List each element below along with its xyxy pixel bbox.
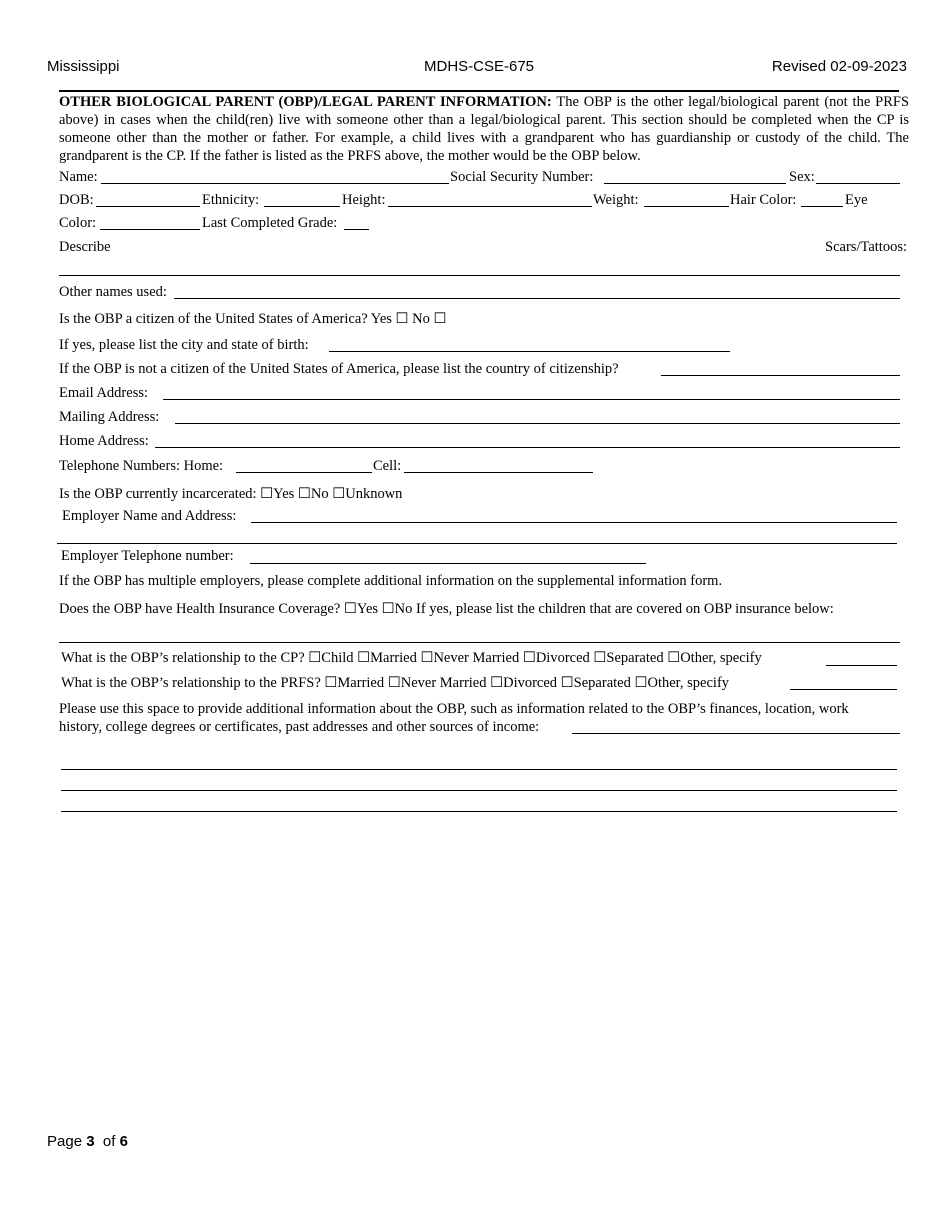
additional-info-text-line2: history, college degrees or certificates, past addresses and other sources of income: bbox=[59, 719, 540, 735]
other-names-label: Other names used: bbox=[59, 284, 167, 300]
cell-phone-label: Cell: bbox=[373, 458, 402, 474]
dob-field[interactable] bbox=[96, 206, 200, 207]
page-word: Page bbox=[47, 1133, 83, 1150]
email-label: Email Address: bbox=[59, 385, 149, 401]
ethnicity-label: Ethnicity: bbox=[202, 192, 260, 208]
section-intro bbox=[59, 93, 909, 165]
height-field[interactable] bbox=[388, 206, 592, 207]
additional-info-field-3[interactable] bbox=[61, 790, 897, 791]
hair-color-label: Hair Color: bbox=[730, 192, 797, 208]
section-title: OTHER BIOLOGICAL PARENT (OBP)/LEGAL PARENT INFORMATION: bbox=[59, 94, 552, 110]
header-revised: Revised 02-09-2023 bbox=[771, 58, 907, 75]
home-phone-label: Telephone Numbers: Home: bbox=[59, 458, 224, 474]
sex-field[interactable] bbox=[816, 183, 900, 184]
employer-name-field[interactable] bbox=[251, 522, 897, 523]
employer-phone-field[interactable] bbox=[250, 563, 646, 564]
additional-info-field-4[interactable] bbox=[61, 811, 897, 812]
country-citizenship-field[interactable] bbox=[661, 375, 900, 376]
section-intro-text: The OBP is the other legal/biological parent (not the PRFS above) in cases when the child(ren) live with someone other than a legal/biological parent. This section should be completed when the CP is someone other than the mother or father. For example, a child lives with a grandparent who has guardianship or custody of the child. The grandparent is the CP. If the father is listed as the PRFS above, the mother would be the OBP below. bbox=[59, 94, 910, 164]
incarcerated-question[interactable]: Is the OBP currently incarcerated: ☐Yes ☐No ☐Unknown bbox=[59, 486, 403, 502]
mailing-address-field[interactable] bbox=[175, 423, 900, 424]
of-word: of bbox=[102, 1133, 116, 1150]
additional-info-field-1[interactable] bbox=[572, 733, 900, 734]
eye-color-field[interactable] bbox=[100, 229, 200, 230]
additional-info-text-line1: Please use this space to provide additional information about the OBP, such as information related to the OBP’s finances, location, work bbox=[59, 701, 849, 717]
relationship-cp-other-field[interactable] bbox=[826, 665, 897, 666]
email-field[interactable] bbox=[163, 399, 900, 400]
ssn-field[interactable] bbox=[604, 183, 786, 184]
home-address-field[interactable] bbox=[155, 447, 900, 448]
mailing-address-label: Mailing Address: bbox=[59, 409, 160, 425]
relationship-prfs-question[interactable]: What is the OBP’s relationship to the PRFS? ☐Married ☐Never Married ☐Divorced ☐Separated ☐Other, specify bbox=[61, 675, 730, 691]
other-names-field[interactable] bbox=[174, 298, 900, 299]
eye-label: Eye bbox=[845, 192, 868, 208]
scars-tattoos-field[interactable] bbox=[59, 275, 900, 276]
sex-label: Sex: bbox=[789, 169, 815, 185]
header-form-number: MDHS-CSE-675 bbox=[424, 58, 535, 75]
describe-label: Describe bbox=[59, 239, 111, 255]
country-citizenship-label: If the OBP is not a citizen of the United States of America, please list the country of citizenship? bbox=[59, 361, 619, 377]
covered-children-field[interactable] bbox=[59, 642, 900, 643]
name-label: Name: bbox=[59, 169, 98, 185]
employer-name-label: Employer Name and Address: bbox=[62, 508, 237, 524]
employer-phone-label: Employer Telephone number: bbox=[61, 548, 234, 564]
birth-city-label: If yes, please list the city and state of birth: bbox=[59, 337, 309, 353]
employer-address-field[interactable] bbox=[57, 543, 897, 544]
citizen-question[interactable]: Is the OBP a citizen of the United States of America? Yes ☐ No ☐ bbox=[59, 311, 447, 327]
last-grade-label: Last Completed Grade: bbox=[202, 215, 338, 231]
home-address-label: Home Address: bbox=[59, 433, 149, 449]
birth-city-field[interactable] bbox=[329, 351, 730, 352]
header-rule bbox=[59, 90, 899, 92]
page-footer bbox=[47, 1133, 128, 1150]
dob-label: DOB: bbox=[59, 192, 94, 208]
name-field[interactable] bbox=[101, 183, 449, 184]
page-total: 6 bbox=[119, 1133, 128, 1150]
hair-color-field[interactable] bbox=[801, 206, 843, 207]
eye-color-label: Color: bbox=[59, 215, 97, 231]
health-insurance-question[interactable]: Does the OBP have Health Insurance Coverage? ☐Yes ☐No If yes, please list the children that are covered on OBP insurance below: bbox=[59, 601, 834, 617]
relationship-prfs-other-field[interactable] bbox=[790, 689, 897, 690]
home-phone-field[interactable] bbox=[236, 472, 372, 473]
cell-phone-field[interactable] bbox=[404, 472, 593, 473]
ssn-label: Social Security Number: bbox=[450, 169, 594, 185]
height-label: Height: bbox=[342, 192, 386, 208]
weight-label: Weight: bbox=[593, 192, 639, 208]
last-grade-field[interactable] bbox=[344, 229, 369, 230]
scars-tattoos-label: Scars/Tattoos: bbox=[825, 239, 907, 255]
header-state: Mississippi bbox=[47, 58, 120, 75]
relationship-cp-question[interactable]: What is the OBP’s relationship to the CP? ☐Child ☐Married ☐Never Married ☐Divorced ☐Separated ☐Other, specify bbox=[61, 650, 762, 666]
weight-field[interactable] bbox=[644, 206, 729, 207]
multiple-employers-note: If the OBP has multiple employers, please complete additional information on the supplemental information form. bbox=[59, 573, 723, 589]
additional-info-field-2[interactable] bbox=[61, 769, 897, 770]
page-number: 3 bbox=[86, 1133, 95, 1150]
ethnicity-field[interactable] bbox=[264, 206, 340, 207]
